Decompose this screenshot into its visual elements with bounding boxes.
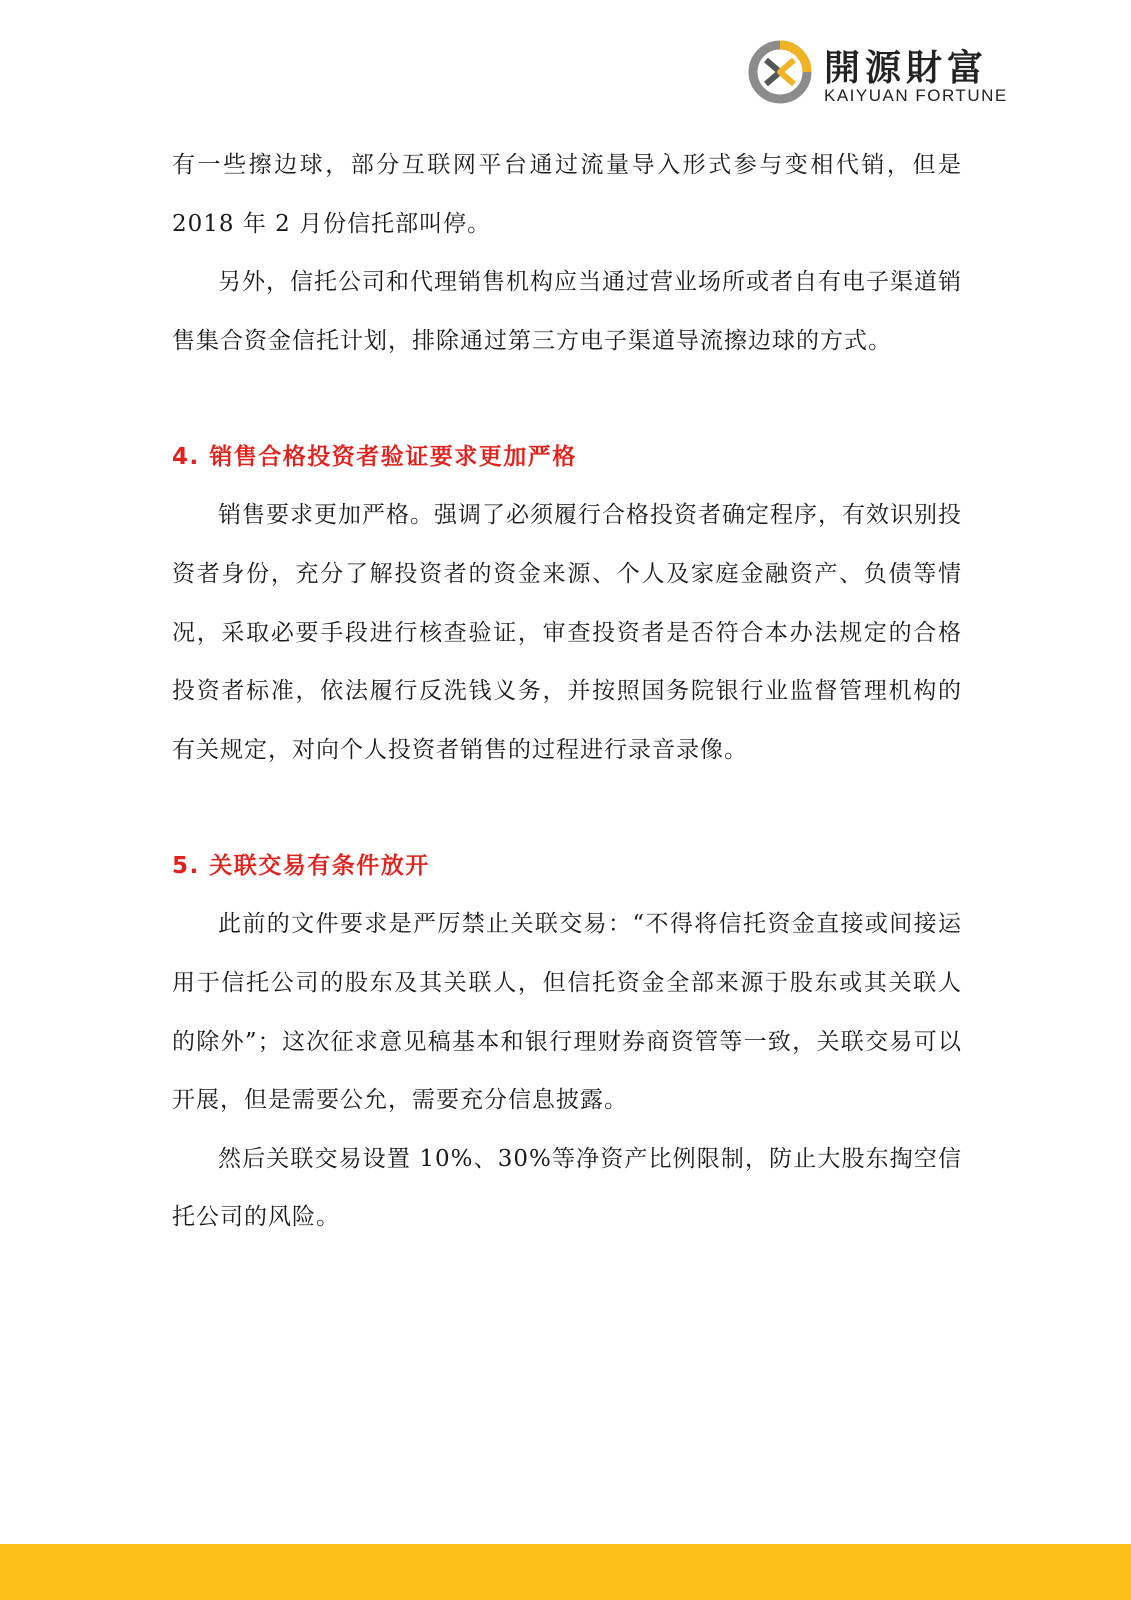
brand-name-cn: 開源財富 <box>824 48 989 89</box>
paragraph: 销售要求更加严格。强调了必须履行合格投资者确定程序，有效识别投资者身份，充分了解投资者的资金来源、个人及家庭金融资产、负债等情况，采取必要手段进行核查验证，审查投资者是否符合本办法规定的合格投资者标准，依法履行反洗钱义务，并按照国务院银行业监督管理机构的有关规定，对向个人投资者销售的过程进行录音录像。 <box>172 502 962 763</box>
paragraph: 有一些擦边球，部分互联网平台通过流量导入形式参与变相代销，但是 2018 年 2 月份信托部叫停。 <box>172 152 962 237</box>
kaiyuan-logo-icon <box>748 40 812 104</box>
document-body <box>172 136 962 1247</box>
paragraph: 然后关联交易设置 10%、30%等净资产比例限制，防止大股东掏空信托公司的风险。 <box>172 1145 962 1231</box>
section-heading: 5. 关联交易有条件放开 <box>172 853 430 880</box>
brand-logo <box>748 40 1048 110</box>
paragraph: 此前的文件要求是严厉禁止关联交易：“不得将信托资金直接或间接运用于信托公司的股东及其关联人，但信托资金全部来源于股东或其关联人的除外”；这次征求意见稿基本和银行理财券商资管等一致，关联交易可以开展，但是需要公允，需要充分信息披露。 <box>172 911 962 1114</box>
brand-name-en: KAIYUAN FORTUNE <box>824 86 1008 105</box>
paragraph: 另外，信托公司和代理销售机构应当通过营业场所或者自有电子渠道销售集合资金信托计划，排除通过第三方电子渠道导流擦边球的方式。 <box>172 269 962 354</box>
section-heading: 4. 销售合格投资者验证要求更加严格 <box>172 444 577 471</box>
footer-bar <box>0 1544 1131 1600</box>
